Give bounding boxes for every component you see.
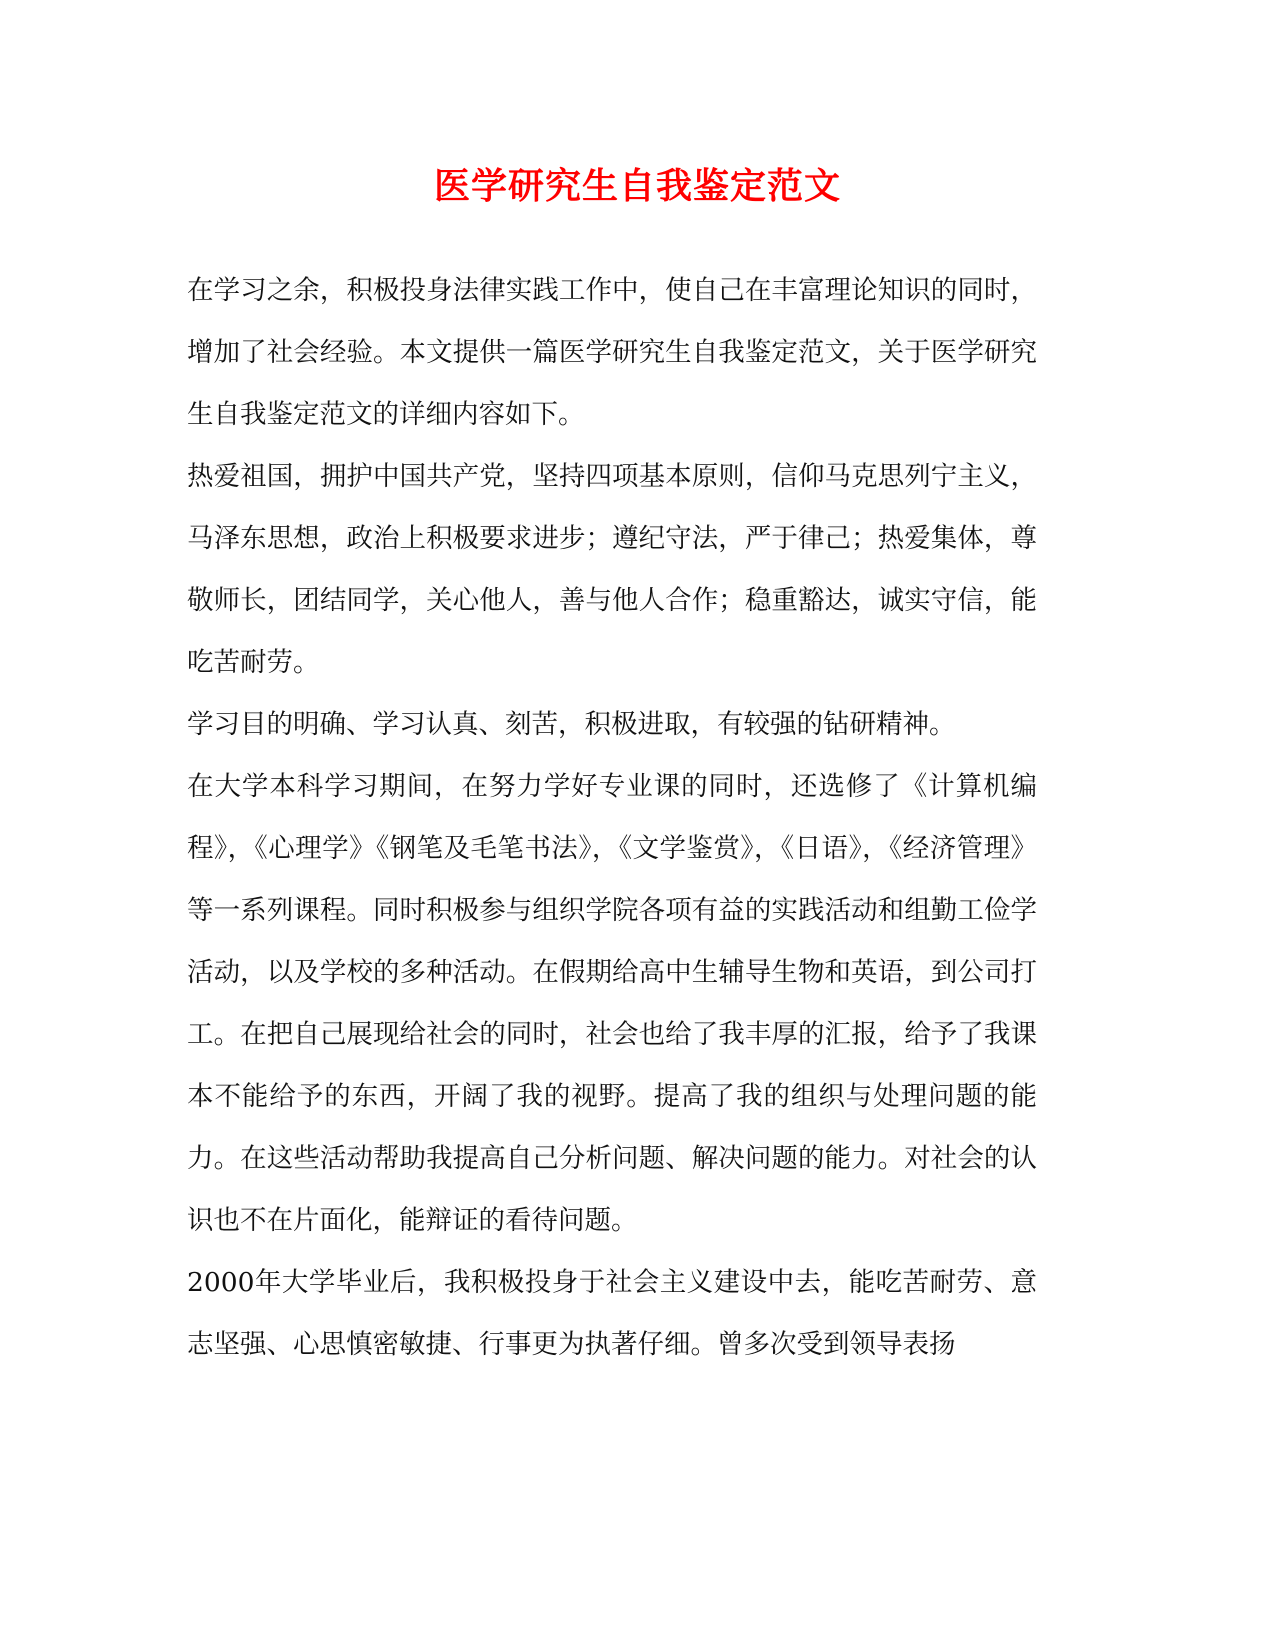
document-body [187, 260, 1037, 1376]
paragraph-study-attitude: 学习目的明确、学习认真、刻苦，积极进取，有较强的钻研精神。 [187, 709, 956, 740]
paragraph-undergraduate: 在大学本科学习期间，在努力学好专业课的同时，还选修了《计算机编程》，《心理学》《钢笔及毛笔书法》，《文学鉴赏》，《日语》，《经济管理》等一系列课程。同时积极参与组织学院各项有益的实践活动和组勤工俭学活动，以及学校的多种活动。在假期给高中生辅导生物和英语，到公司打工。在把自己展现给社会的同时，社会也给了我丰厚的汇报，给予了我课本不能给予的东西，开阔了我的视野。提高了我的组织与处理问题的能力。在这些活动帮助我提高自己分析问题、解决问题的能力。对社会的认识也不在片面化，能辩证的看待问题。 [187, 771, 1037, 1236]
paragraph-after-graduation: 2000年大学毕业后，我积极投身于社会主义建设中去，能吃苦耐劳、意志坚强、心思慎密敏捷、行事更为执著仔细。曾多次受到领导表扬 [187, 1267, 1037, 1360]
document-title: 医学研究生自我鉴定范文 [433, 165, 841, 207]
paragraph-political: 热爱祖国，拥护中国共产党，坚持四项基本原则，信仰马克思列宁主义，马泽东思想，政治上积极要求进步；遵纪守法，严于律己；热爱集体，尊敬师长，团结同学，关心他人，善与他人合作；稳重豁达，诚实守信，能吃苦耐劳。 [187, 461, 1037, 678]
paragraph-intro: 在学习之余，积极投身法律实践工作中，使自己在丰富理论知识的同时，增加了社会经验。本文提供一篇医学研究生自我鉴定范文，关于医学研究生自我鉴定范文的详细内容如下。 [187, 275, 1037, 430]
